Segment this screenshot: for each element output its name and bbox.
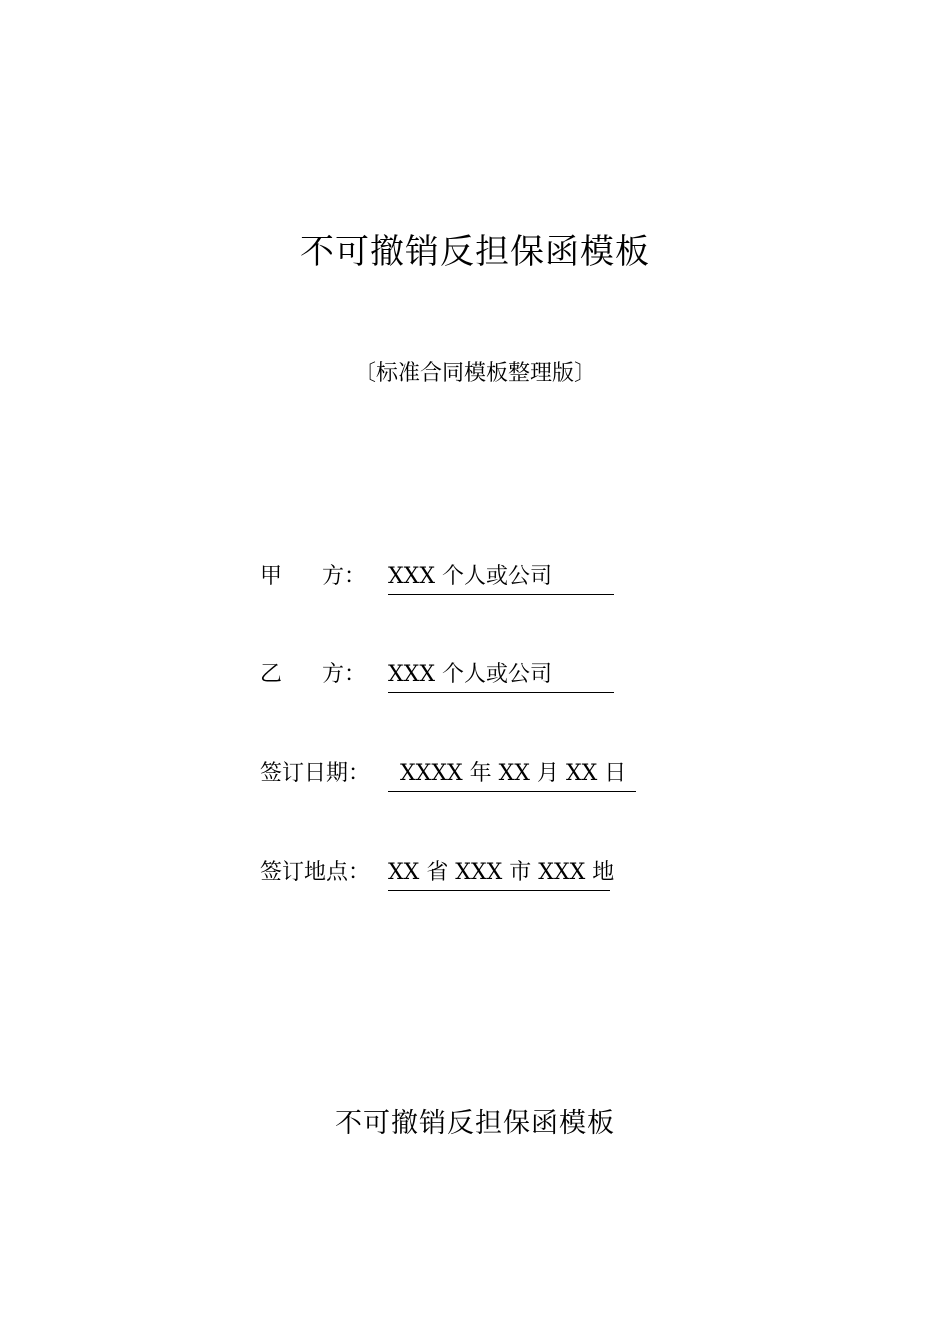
document-title: 不可撤销反担保函模板: [300, 232, 650, 272]
body-title: 不可撤销反担保函模板: [335, 1108, 615, 1139]
party-b-label-left: 乙: [260, 662, 283, 687]
document-subtitle: 〔标准合同模板整理版〕: [353, 361, 596, 386]
party-b-label: [260, 658, 366, 692]
party-b-value: XXX 个人或公司: [388, 658, 614, 693]
sign-place-value: XX 省 XXX 市 XXX 地: [388, 856, 610, 891]
sign-place-field: [260, 856, 615, 891]
party-b-label-right: 方：: [321, 662, 366, 687]
sign-date-label: 签订日期：: [260, 761, 371, 786]
party-a-value: XXX 个人或公司: [388, 560, 614, 595]
party-a-label-right: 方：: [321, 564, 366, 589]
party-a-field: [260, 560, 614, 595]
party-b-field: [260, 658, 614, 693]
party-a-label: [260, 560, 366, 594]
party-a-label-left: 甲: [260, 564, 283, 589]
sign-date-field: [260, 757, 636, 792]
sign-date-value: XXXX 年 XX 月 XX 日: [388, 757, 636, 792]
sign-place-label: 签订地点：: [260, 860, 371, 885]
